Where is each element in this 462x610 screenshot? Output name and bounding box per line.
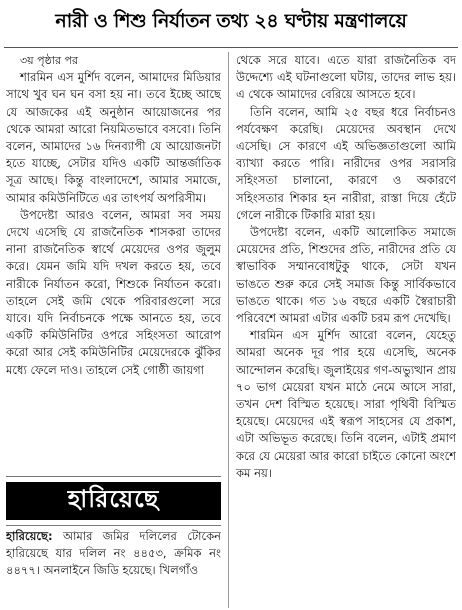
article-paragraph: শারমিন এস মুর্শিদ বলেন, আমাদের মিডিয়ার সাথে খুব ঘন ঘন বসা হয় না। তবে ইচ্ছে আছে যে আজকের এই অনুষ্ঠান আয়োজনের পর থেকে আমরা আরো নিয়মিতভাবে বসবো। তিনি বলেন, আমাদের ১৬ দিনব্যাপী যে আয়োজনটা হতে যাচ্ছে, সেটার যদিও একটি আন্তর্জাতিক সূত্র আছে। কিন্তু বাংলাদেশে, আমার সমাজে, আমার কমিউনিটিতে এর তাৎপর্য অপরিসীম। bbox=[6, 70, 221, 205]
article-left-column bbox=[6, 52, 221, 472]
section-rule bbox=[6, 525, 221, 526]
lost-notice-ad bbox=[6, 528, 221, 610]
column-divider bbox=[228, 52, 229, 608]
article-paragraph: উপদেষ্টা বলেন, একটি আলোকিত সমাজে মেয়েদের প্রতি, শিশুদের প্রতি, নারীদের প্রতি যে স্বাভাবিক সম্মানবোধটুকু থাকে, সেটা যখন ভাঙতে শুরু করে সেই সমাজ কিন্তু সার্বিকভাবে ভাঙতে থাকে। গত ১৬ বছরে একটি স্বৈরাচারী পরিবেশে আমরা এটার একটি চরম রূপ দেখেছি। bbox=[236, 225, 456, 326]
article-paragraph: উপদেষ্টা আরও বলেন, আমরা সব সময় দেখে এসেছি যে রাজনৈতিক শাসকরা তাদের নানা রাজনৈতিক স্বার্থে মেয়েদের ওপর জুলুম করে। যেমন জমি যদি দখল করতে হয়, তবে নারীকে নির্যাতন করো, শিশুকে নির্যাতন করো। তাহলে সেই জমি থেকে পরিবারগুলো সরে যাবে। যদি নির্বাচনকে পক্ষে আনতে হয়, তবে একটি কমিউনিটির ওপরে সহিংসতা আরোপ করো আর সেই কমিউনিটির মেয়েদেরকে ঝুঁকির মধ্যে ফেলে দাও। তাহলে সেই গোষ্ঠী জায়গা bbox=[6, 207, 221, 377]
article-paragraph: শারমিন এস মুর্শিদ আরো বলেন, যেহেতু আমরা অনেক দূর পার হয়ে এসেছি, অনেক আন্দোলন করেছি। জুলাইয়ের গণ-অভ্যুত্থান প্রায় ৭০ ভাগ মেয়েরা যখন মাঠে নেমে আসে সারা, তখন দেশ বিস্মিত হয়েছে। সারা পৃথিবী বিস্মিত হয়েছে। মেয়েদের এই স্বরূপ সাহসের যে প্রকাশ, এটা অভিভূত করেছে। তিনি বলেন, এটাই প্রমাণ করে যে মেয়েরা আর কারো চাইতে কোনো অংশে কম নয়। bbox=[236, 328, 456, 480]
headline: নারী ও শিশু নির্যাতন তথ্য ২৪ ঘণ্টায় মন্ত্রণালয়ে bbox=[55, 10, 407, 32]
section-rule bbox=[6, 476, 221, 477]
article-paragraph: থেকে সরে যাবে। এতে যারা রাজনৈতিক বদ উদ্দেশ্যে এই ঘটনাগুলো ঘটায়, তাদের লাভ হয়। এ থেকে আমাদের বেরিয়ে আসতে হবে। bbox=[236, 53, 456, 102]
lost-notice-label: হারিয়েছে: bbox=[6, 529, 53, 543]
article-paragraph: তিনি বলেন, আমি ২৫ বছর ধরে নির্বাচনও পর্যবেক্ষণ করেছি। মেয়েদের অবস্থান দেখে এসেছি। সে কারণে এই অভিজ্ঞতাগুলো আমি ব্যাখ্যা করতে পারি। নারীদের ওপর সরাসরি সহিংসতা চালানো, কারণে ও অকারণে সহিংসতার শিকার হন নারীরা, রাস্তা দিয়ে হেঁটে গেলে নারীকে টিকারি মারা হয়। bbox=[236, 104, 456, 222]
headline-rule bbox=[4, 47, 458, 48]
lost-notice-text: আমার জমির দলিলের টোকেন হারিয়েছে যার দলিল নং ৪৪৫৩, ক্রমিক নং ৪৪৭৭। অনলাইনে জিডি হয়েছে। খিলগাঁও bbox=[6, 529, 221, 578]
article-right-column bbox=[236, 52, 456, 608]
lost-notice-heading: হারিয়েছে bbox=[6, 482, 221, 520]
continued-from: ৩য় পৃষ্ঠার পর bbox=[20, 54, 79, 67]
